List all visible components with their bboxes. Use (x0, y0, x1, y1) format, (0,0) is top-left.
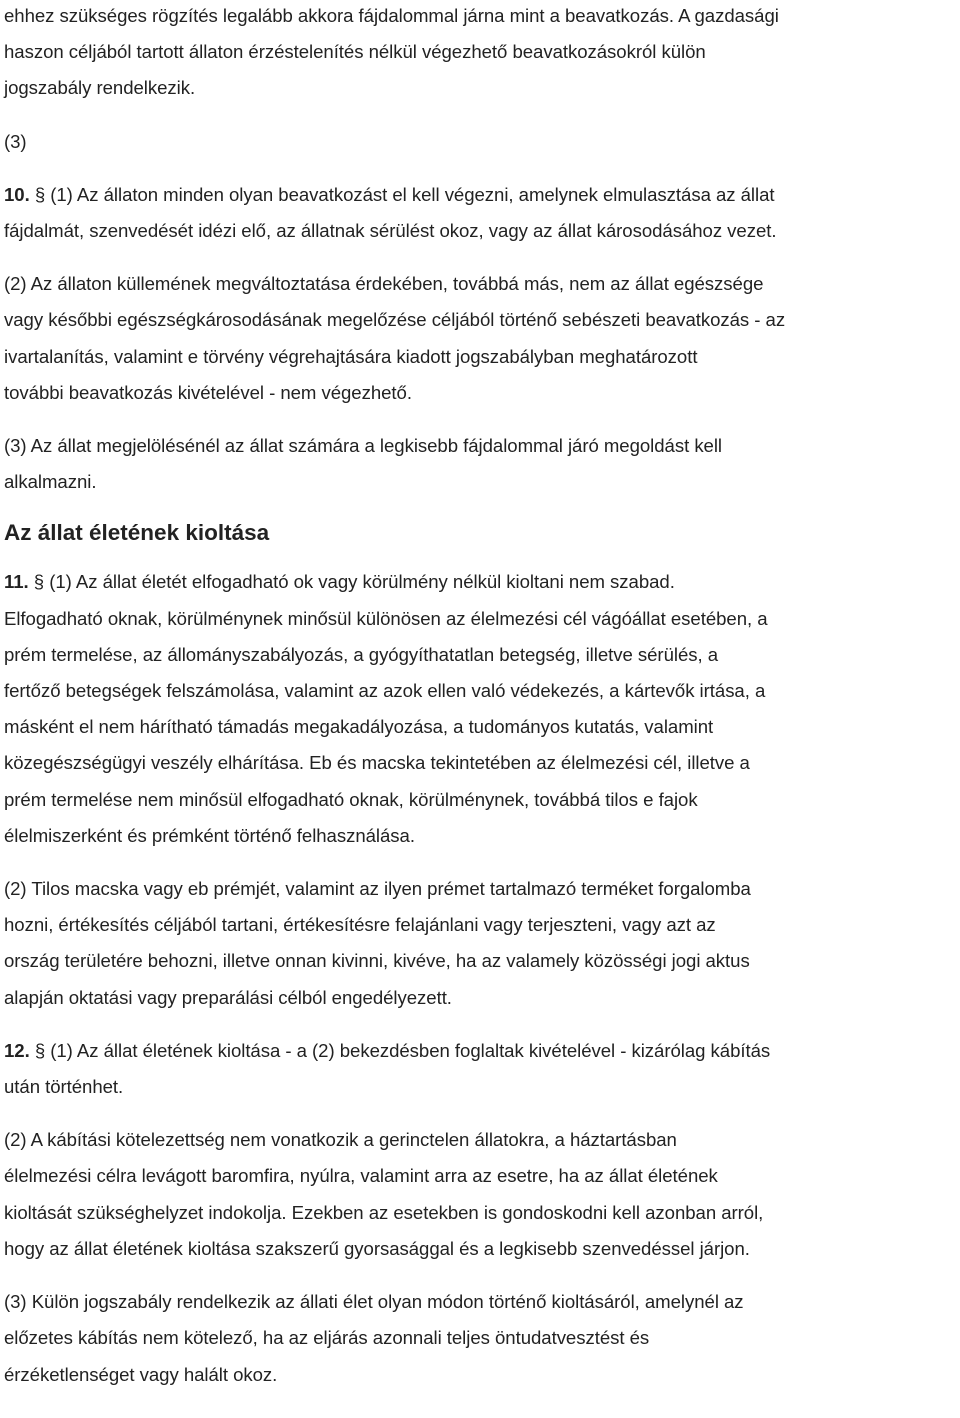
text-line: élelmezési célra levágott baromfira, nyúlra, valamint arra az esetre, ha az állat életének (4, 1165, 718, 1187)
paragraph-sign: § (34, 183, 46, 205)
section-heading: Az állat életének kioltása (4, 520, 270, 546)
section-11-paragraph-1 (4, 564, 956, 854)
section-number: 10. (4, 183, 30, 205)
text-line (4, 1033, 956, 1069)
text-line: élelmiszerként és prémként történő felhasználása. (4, 824, 415, 846)
section-12-paragraph-1 (4, 1033, 956, 1105)
section-number: 12. (4, 1039, 30, 1061)
subsection-3-label: (3) (4, 130, 27, 152)
text-line: hogy az állat életének kioltása szakszerű gyorsasággal és a legkisebb szenvedéssel járjon. (4, 1237, 750, 1259)
section-number: 11. (4, 571, 29, 593)
text-line: (3) Külön jogszabály rendelkezik az állati élet olyan módon történő kioltásáról, amelynél az (4, 1291, 744, 1313)
section-10-paragraph-1 (4, 177, 956, 249)
text-line: fertőző betegségek felszámolása, valamint az azok ellen való védekezés, a kártevők irtása, a (4, 680, 766, 702)
text-line: (3) Az állat megjelölésénél az állat számára a legkisebb fájdalommal járó megoldást kell (4, 435, 723, 457)
text-run: (1) Az állaton minden olyan beavatkozást el kell végezni, amelynek elmulasztása az állat (50, 183, 775, 205)
text-line: vagy későbbi egészségkárosodásának megelőzése céljából történő sebészeti beavatkozás - az (4, 309, 786, 331)
text-line (4, 564, 956, 600)
paragraph-continuation (4, 0, 956, 107)
subsection-label (4, 124, 956, 160)
text-line: kioltását szükséghelyzet indokolja. Ezekben az esetekben is gondoskodni kell azonban arról, (4, 1201, 764, 1223)
text-line: előzetes kábítás nem kötelező, ha az eljárás azonnali teljes öntudatvesztést és (4, 1327, 650, 1349)
text-line: haszon céljából tartott állaton érzéstelenítés nélkül végezhető beavatkozásokról külön (4, 41, 706, 63)
paragraph-sign: § (33, 571, 45, 593)
text-line: másként el nem hárítható támadás megakadályozása, a tudományos kutatás, valamint (4, 716, 714, 738)
text-line: prém termelése nem minősül elfogadható oknak, körülménynek, továbbá tilos e fajok (4, 788, 698, 810)
text-line: alapján oktatási vagy preparálási célból engedélyezett. (4, 986, 452, 1008)
text-run: (1) Az állat életének kioltása - a (2) bekezdésben foglaltak kivételével - kizárólag kábítás (50, 1039, 771, 1061)
text-line: jogszabály rendelkezik. (4, 77, 196, 99)
text-line: Elfogadható oknak, körülménynek minősül különösen az élelmezési cél vágóállat esetében, a (4, 607, 768, 629)
text-line: érzéketlenséget vagy halált okoz. (4, 1363, 278, 1385)
section-10-paragraph-2 (4, 266, 956, 411)
text-line: prém termelése, az állományszabályozás, a gyógyíthatatlan betegség, illetve sérülés, a (4, 643, 719, 665)
section-12-paragraph-3 (4, 1284, 956, 1393)
text-line: ország területére behozni, illetve onnan kivinni, kivéve, ha az valamely közösségi jogi aktus (4, 950, 750, 972)
paragraph-sign: § (34, 1039, 46, 1061)
text-line: további beavatkozás kivételével - nem végezhető. (4, 381, 412, 403)
section-12-paragraph-2 (4, 1122, 956, 1267)
text-line: fájdalmát, szenvedését idézi elő, az állatnak sérülést okoz, vagy az állat károsodásához vezet. (4, 220, 777, 242)
section-11-paragraph-2 (4, 871, 956, 1016)
text-line: közegészségügyi veszély elhárítása. Eb és macska tekintetében az élelmezési cél, illetve a (4, 752, 750, 774)
text-line: hozni, értékesítés céljából tartani, értékesítésre felajánlani vagy terjeszteni, vagy azt az (4, 914, 716, 936)
text-line: (2) A kábítási kötelezettség nem vonatkozik a gerinctelen állatokra, a háztartásban (4, 1129, 677, 1151)
section-10-paragraph-3 (4, 428, 956, 500)
text-line (4, 177, 956, 213)
text-line: (2) Tilos macska vagy eb prémjét, valamint az ilyen prémet tartalmazó terméket forgalomba (4, 878, 751, 900)
text-line: ehhez szükséges rögzítés legalább akkora fájdalommal járna mint a beavatkozás. A gazdasági (4, 5, 779, 26)
text-line: után történhet. (4, 1076, 124, 1098)
document-page (4, 0, 956, 1393)
text-line: (2) Az állaton küllemének megváltoztatása érdekében, továbbá más, nem az állat egészsége (4, 273, 764, 295)
text-line: ivartalanítás, valamint e törvény végrehajtására kiadott jogszabályban meghatározott (4, 345, 698, 367)
text-run: (1) Az állat életét elfogadható ok vagy körülmény nélkül kioltani nem szabad. (49, 571, 675, 593)
text-line: alkalmazni. (4, 471, 97, 493)
